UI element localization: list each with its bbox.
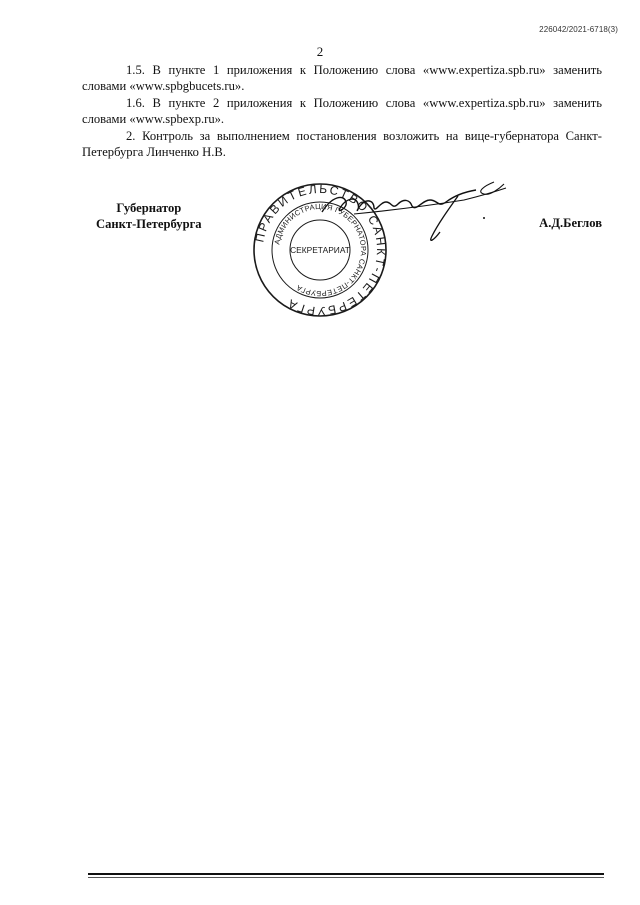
signatory-title-line2: Санкт-Петербурга — [96, 217, 202, 231]
bottom-rule — [88, 873, 604, 875]
handwritten-signature-icon — [314, 178, 514, 258]
seal-inner-text: АДМИНИСТРАЦИЯ ГУБЕРНАТОРА САНКТ-ПЕТЕРБУРГА — [272, 201, 369, 299]
paragraph-1-6: 1.6. В пункте 2 приложения к Положению слова «www.expertiza.spb.ru» заменить словами «www.spbexp.ru». — [82, 95, 602, 127]
signature-block — [82, 182, 602, 320]
document-number: 226042/2021-6718(3) — [539, 25, 618, 34]
page-number: 2 — [316, 44, 324, 59]
document-body — [82, 62, 602, 160]
bottom-rule-thin — [88, 877, 604, 878]
signatory-title-line1: Губернатор — [116, 201, 182, 215]
paragraph-1-5: 1.5. В пункте 1 приложения к Положению слова «www.expertiza.spb.ru» заменить словами «www.spbgbucets.ru». — [82, 63, 602, 94]
signatory-title — [96, 200, 202, 232]
paragraph-2: 2. Контроль за выполнением постановления возложить на вице-губернатора Санкт-Петербурга Линченко Н.В. — [82, 128, 602, 160]
signatory-name: А.Д.Беглов — [539, 216, 602, 230]
seal-center-text: СЕКРЕТАРИАТ — [290, 245, 350, 255]
seal-outer-text: ПРАВИТЕЛЬСТВО САНКТ-ПЕТЕРБУРГА — [252, 182, 388, 318]
